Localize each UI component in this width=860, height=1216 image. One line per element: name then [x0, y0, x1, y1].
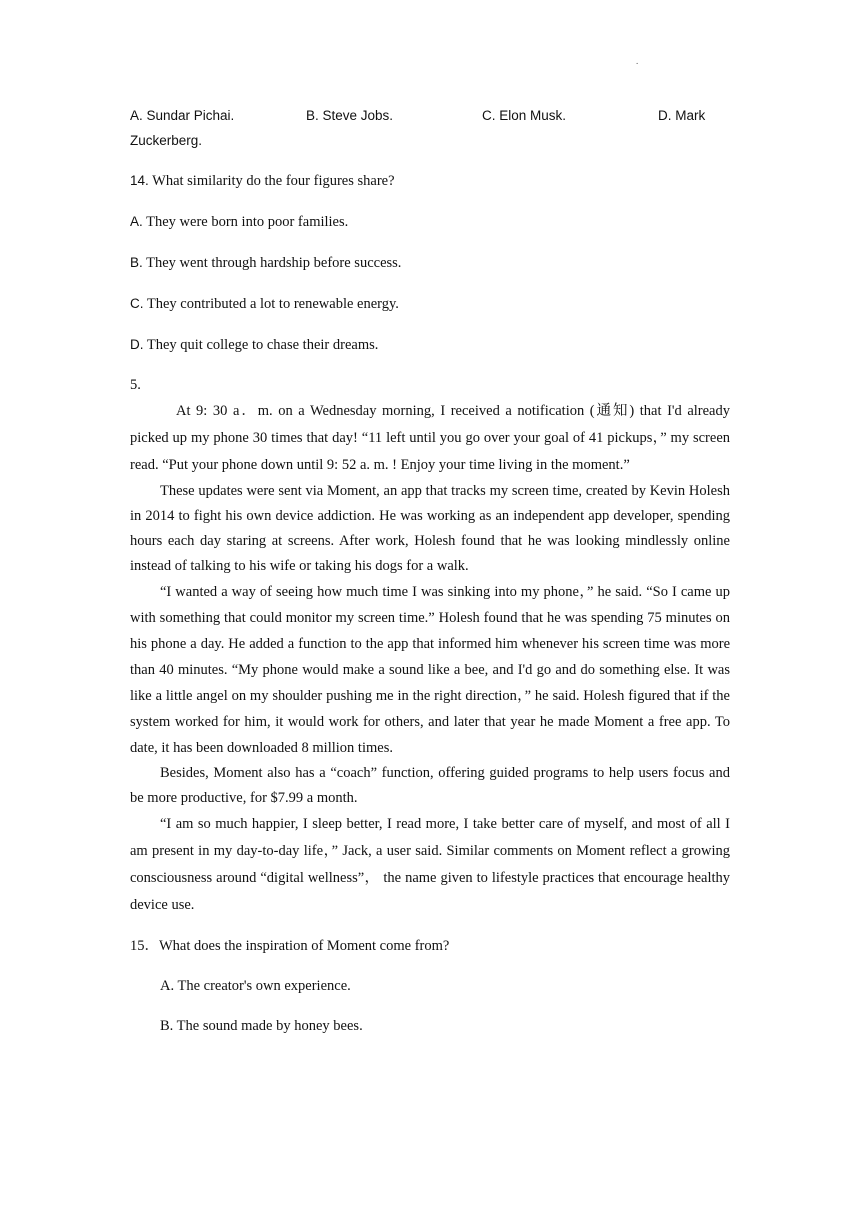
- passage-paragraph-2: These updates were sent via Moment, an app that tracks my screen time, created by Kevin Holesh in 2014 to fight his own device addiction. He was working as an independent app developer, spending hours each day staring at screens. After work, Holesh found that he was looking mindlessly online instead of talking to his wife or taking his dogs for a walk.: [130, 483, 730, 574]
- q14-option-c-letter: C.: [130, 296, 144, 311]
- passage-paragraph-5: “I am so much happier, I sleep better, I read more, I take better care of myself, and most of all I am present in my day-to-day life，” Jack, a user said. Similar comments on Moment reflect a growing consciousness around “digital wellness”， the name given to lifestyle practices that encourage healthy device use.: [130, 816, 730, 913]
- q14-question-text: What similarity do the four figures share?: [148, 173, 395, 189]
- document-body: [130, 103, 730, 1039]
- q14-option-c: [130, 291, 730, 317]
- q14-option-d-text: They quit college to chase their dreams.: [143, 337, 379, 353]
- q14-option-b-letter: B.: [130, 255, 143, 270]
- q14-option-a-text: They were born into poor families.: [142, 214, 349, 230]
- q13-option-d: D. Mark: [658, 108, 706, 123]
- q14-number: 14.: [130, 173, 149, 188]
- q13-option-a: A. Sundar Pichai.: [130, 108, 235, 123]
- q14-option-a-letter: A.: [130, 214, 143, 229]
- q14-option-d-letter: D.: [130, 337, 144, 352]
- q14-option-b-text: They went through hardship before success.: [142, 255, 402, 271]
- q14-option-d: [130, 332, 730, 358]
- passage-paragraph-1: At 9: 30 a．m. on a Wednesday morning, I received a notification (通知) that I'd already picked up my phone 30 times that day! “11 left until you go over your goal of 41 pickups，” my screen read. “Put your phone down until 9: 52 a. m. ! Enjoy your time living in the moment.”: [130, 403, 730, 473]
- q13-option-c: C. Elon Musk.: [482, 108, 567, 123]
- passage-paragraph-3: “I wanted a way of seeing how much time I was sinking into my phone，” he said. “So I came up with something that could monitor my screen time.” Holesh found that he was spending 75 minutes on his phone a day. He added a function to the app that informed him whenever his screen time was more than 40 minutes. “My phone would make a sound like a bee, and I'd go and do something else. It was like a little angel on my shoulder pushing me in the right direction，” he said. Holesh figured that if the system worked for him, it would work for others, and later that year he made Moment a free app. To date, it has been downloaded 8 million times.: [130, 584, 730, 756]
- q15-option-a: A. The creator's own experience.: [160, 978, 351, 994]
- q14-option-c-text: They contributed a lot to renewable energy.: [143, 296, 399, 312]
- q14-option-b: [130, 250, 730, 276]
- q13-options: [130, 103, 730, 128]
- q14-question: [130, 168, 730, 194]
- q13-option-b: B. Steve Jobs.: [306, 108, 394, 123]
- passage-paragraph-4: Besides, Moment also has a “coach” function, offering guided programs to help users focus and be more productive, for $7.99 a month.: [130, 765, 730, 806]
- q15-option-b: B. The sound made by honey bees.: [160, 1018, 363, 1034]
- q14-option-a: [130, 209, 730, 235]
- q15-question: 15．What does the inspiration of Moment come from?: [130, 938, 450, 954]
- page-mark: .: [636, 56, 639, 66]
- q13-option-d-continuation: Zuckerberg.: [130, 133, 203, 148]
- section-number: 5.: [130, 377, 141, 393]
